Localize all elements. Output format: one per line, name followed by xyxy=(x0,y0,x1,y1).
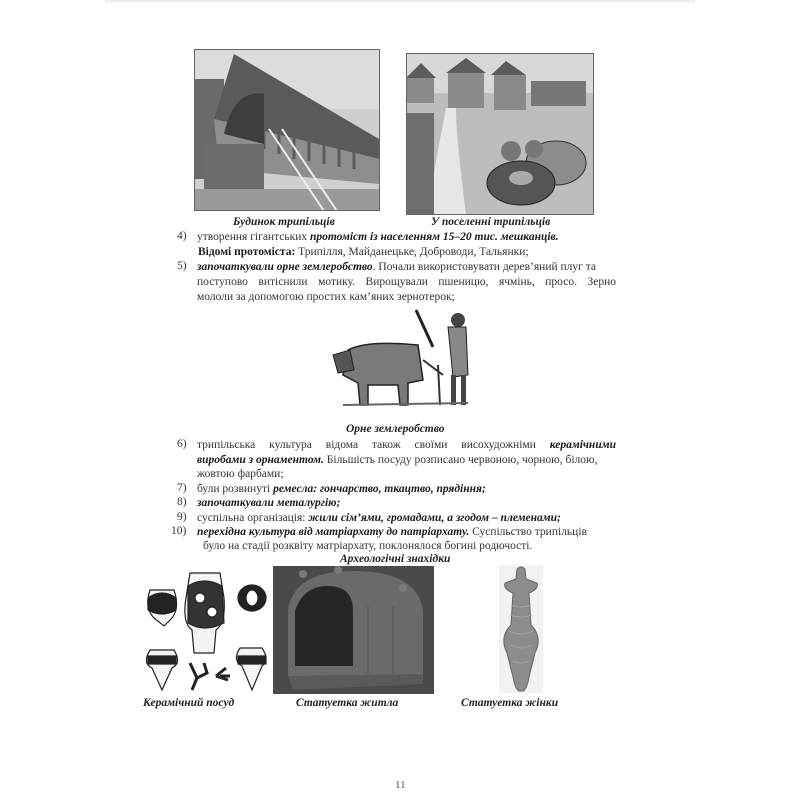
item-6-emphasis-2: виробами з орнаментом. xyxy=(197,454,324,466)
page-number: 11 xyxy=(395,779,406,791)
item-5-number: 5) xyxy=(177,260,187,272)
dwelling-model-caption: Статуетка житла xyxy=(296,697,399,709)
house-photo xyxy=(194,49,380,211)
item-6-emphasis: керамічними xyxy=(549,439,616,451)
item-6-text: трипільська культура відома також своїми висохудожніми xyxy=(197,439,550,451)
protocities-list: Трипілля, Майданецьке, Доброводи, Тальянки; xyxy=(295,246,529,258)
item-5-line-1 xyxy=(197,260,596,274)
item-7-emphasis: ремесла: гончарство, ткацтво, прядіння; xyxy=(273,483,486,495)
item-10-emphasis: перехідна культура від матріархату до патріархату. xyxy=(197,526,470,538)
item-10-number: 10) xyxy=(171,525,187,537)
item-8-number: 8) xyxy=(177,496,187,508)
item-9-text: суспільна організація: xyxy=(197,512,309,524)
item-9-emphasis: жили сім’ями, громадами, а згодом – племенами; xyxy=(308,512,561,524)
item-5-line-3-text: мололи за допомогою простих кам’яних зернотерок; xyxy=(197,291,455,303)
item-4-line-1 xyxy=(197,230,559,244)
female-figurine-caption: Статуетка жінки xyxy=(461,697,559,709)
item-8-line-1 xyxy=(197,496,340,510)
protocities-label: Відомі протоміста: xyxy=(198,246,296,258)
item-5-line-3 xyxy=(197,290,455,304)
item-6-line-2-text: Більшість посуду розписано червоною, чорною, білою, xyxy=(323,454,598,466)
item-6-line-3-text: жовтою фарбами; xyxy=(197,468,284,480)
item-6-number: 6) xyxy=(177,438,187,450)
item-4-text: утворення гігантських xyxy=(197,231,310,243)
female-figurine-photo xyxy=(499,565,543,693)
item-8-emphasis: започаткували металургію; xyxy=(197,497,341,509)
item-5-text: . Почали використовувати дерев’яний плуг та xyxy=(372,261,597,273)
dwelling-model-photo xyxy=(273,566,434,694)
item-6-line-2 xyxy=(197,453,598,467)
item-7-number: 7) xyxy=(177,482,187,494)
item-4-emphasis: протоміст із населенням 15–20 тис. мешканців. xyxy=(309,231,559,243)
item-9-number: 9) xyxy=(177,511,187,523)
item-6-line-1 xyxy=(197,438,616,452)
item-10-line-1 xyxy=(197,525,587,539)
item-4-number: 4) xyxy=(177,230,187,242)
plowing-caption: Орне землеробство xyxy=(346,423,445,435)
plowing-illustration xyxy=(328,305,476,413)
item-5-emphasis: започаткували орне землеробство xyxy=(197,261,373,273)
item-7-line-1 xyxy=(197,482,486,496)
settlement-illustration xyxy=(406,53,594,215)
item-4-protocities xyxy=(198,245,529,259)
item-10-line-2 xyxy=(203,539,532,553)
item-10-text: Суспільство трипільців xyxy=(469,526,587,538)
item-5-line-2 xyxy=(197,275,616,289)
item-5-line-2-text: поступово витіснили мотику. Вирощували пшеницю, ячмінь, просо. Зерно xyxy=(197,276,616,288)
section-heading-archaeology: Археологічні знахідки xyxy=(340,553,451,565)
ceramics-illustration xyxy=(142,568,270,694)
item-10-line-2-text: було на стадії розквіту матріархату, поклонялося богині родючості. xyxy=(203,540,533,552)
item-7-text: були розвинуті xyxy=(197,483,274,495)
item-9-line-1 xyxy=(197,511,561,525)
ceramics-caption: Керамічний посуд xyxy=(143,697,235,709)
settlement-caption: У поселенні трипільців xyxy=(431,216,551,228)
house-caption: Будинок трипільців xyxy=(233,216,335,228)
item-6-line-3 xyxy=(197,467,284,481)
